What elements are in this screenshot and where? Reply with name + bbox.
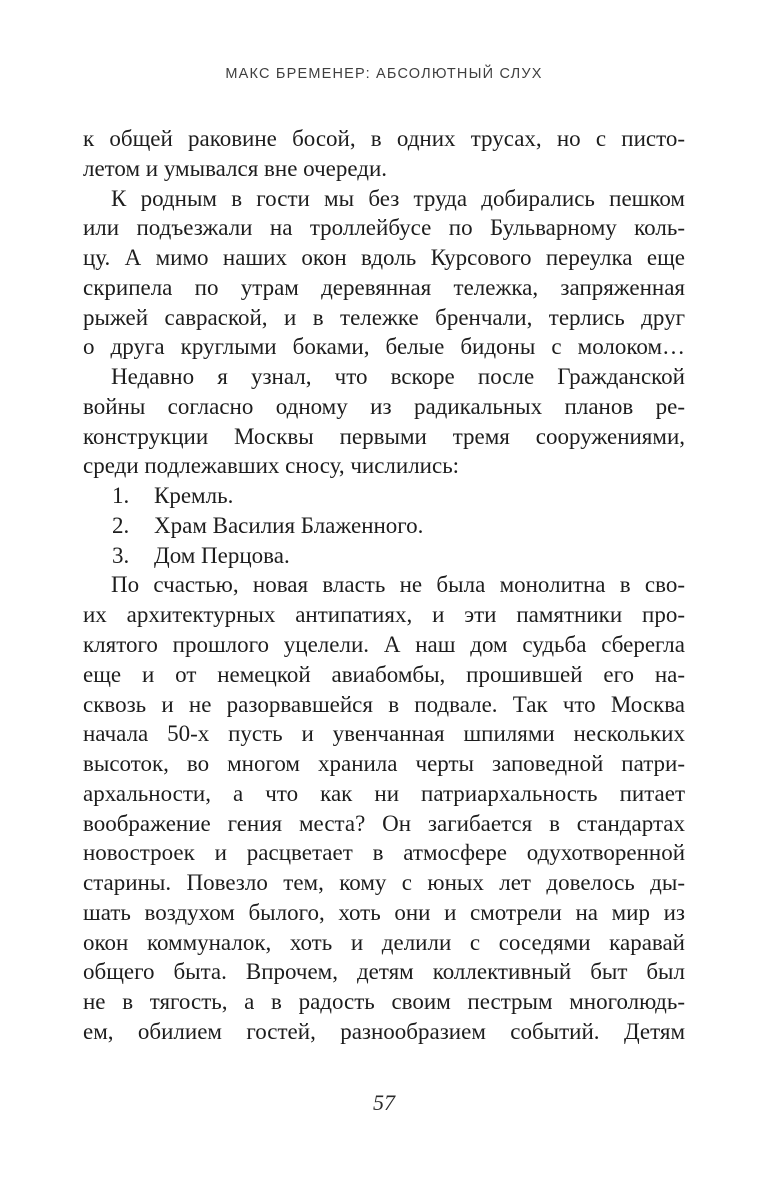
text-line: среди подлежавших сносу, числились: xyxy=(83,453,460,479)
running-header: МАКС БРЕМЕНЕР: АБСОЛЮТНЫЙ СЛУХ xyxy=(225,66,543,82)
text-line: конструкции Москвы первыми тремя сооружениями, xyxy=(83,423,685,449)
list-item xyxy=(83,481,685,511)
text-line: рыжей савраской, и в тележке бренчали, терлись друг xyxy=(83,304,685,330)
text-line: скрипела по утрам деревянная тележка, запряженная xyxy=(83,274,685,300)
text-line: К родным в гости мы без труда добирались пешком xyxy=(111,185,685,211)
text-line: архальности, а что как ни патриархальность питает xyxy=(83,780,685,806)
list-item-number: 2. xyxy=(112,512,130,538)
text-line: еще и от немецкой авиабомбы, прошившей его на- xyxy=(83,661,685,687)
text-line: высоток, во многом хранила черты заповедной патри- xyxy=(83,751,685,777)
list-item-text: Храм Василия Блаженного. xyxy=(154,512,424,538)
text-line: цу. А мимо наших окон вдоль Курсового переулка еще xyxy=(83,245,685,271)
text-line: клятого прошлого уцелели. А наш дом судьба сберегла xyxy=(83,632,685,658)
text-line: воображение гения места? Он загибается в стандартах xyxy=(83,810,685,836)
text-line: о друга круглыми боками, белые бидоны с молоком… xyxy=(83,334,685,360)
list-item-number: 3. xyxy=(112,542,130,568)
text-line: новостроек и расцветает в атмосфере одухотворенной xyxy=(83,840,685,866)
list-item-text: Дом Перцова. xyxy=(154,542,290,568)
text-line: начала 50-х пусть и увенчанная шпилями нескольких xyxy=(83,721,685,747)
text-line: общего быта. Впрочем, детям коллективный быт был xyxy=(83,959,685,985)
text-line: сквозь и не разорвавшейся в подвале. Так что Москва xyxy=(83,691,685,717)
text-line: По счастью, новая власть не была монолитна в сво- xyxy=(111,572,685,598)
list-item-number: 1. xyxy=(112,483,130,509)
list-item xyxy=(83,541,685,571)
text-line: к общей раковине босой, в одних трусах, но с писто- xyxy=(83,126,685,151)
text-line: их архитектурных антипатиях, и эти памятники про- xyxy=(83,602,685,628)
text-line: старины. Повезло тем, кому с юных лет довелось ды- xyxy=(83,870,685,896)
list-item-text: Кремль. xyxy=(154,483,234,509)
text-line: Недавно я узнал, что вскоре после Гражданской xyxy=(111,364,685,390)
text-line: войны согласно одному из радикальных планов ре- xyxy=(83,393,685,419)
text-line: не в тягость, а в радость своим пестрым многолюдь- xyxy=(83,989,685,1015)
list-item xyxy=(83,511,685,541)
text-line: шать воздухом былого, хоть они и смотрели на мир из xyxy=(83,899,685,925)
text-line: окон коммуналок, хоть и делили с соседями каравай xyxy=(83,929,685,955)
page-number: 57 xyxy=(373,1090,395,1115)
text-line: или подъезжали на троллейбусе по Бульварному коль- xyxy=(83,215,685,241)
text-line: летом и умывался вне очереди. xyxy=(83,155,388,181)
text-block xyxy=(83,124,685,1047)
text-line: ем, обилием гостей, разнообразием событий. Детям xyxy=(83,1018,685,1044)
